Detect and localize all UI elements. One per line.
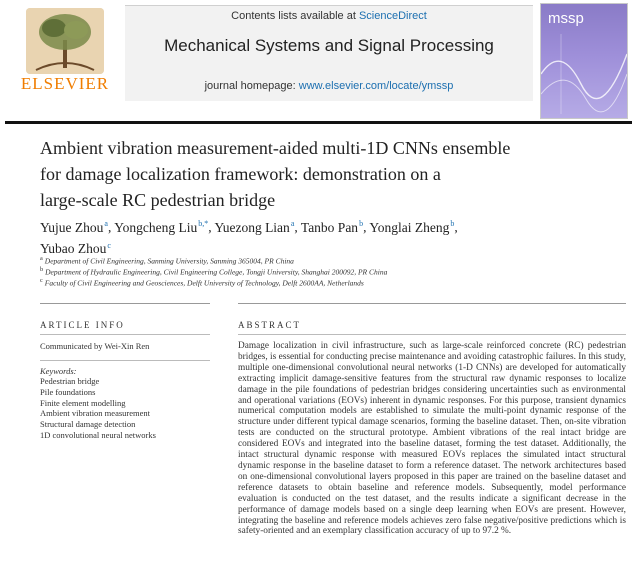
homepage-link[interactable]: www.elsevier.com/locate/ymssp: [298, 80, 454, 92]
author-list: Yujue Zhou$^a$, Yongcheng Liu$^{b,*}$, Yuezong Lian$^a$, Tanbo Pan$^b$, Yonglai Zheng$^b$, Yubao Zhou$^c$: [40, 219, 458, 256]
abstract-heading: ABSTRACT: [238, 320, 302, 330]
author[interactable]: Yubao Zhou$^c$: [40, 240, 111, 256]
keyword-list: [40, 376, 156, 441]
communicated-by: Communicated by Wei-Xin Ren: [40, 341, 150, 351]
affiliation: $^b$ Department of Hydraulic Engineering, Civil Engineering College, Tongji University, Shanghai 200092, PR China: [40, 266, 388, 277]
divider: [40, 303, 210, 304]
keywords-label: Keywords:: [40, 366, 77, 376]
header-divider: [5, 121, 632, 124]
author[interactable]: Yongcheng Liu$^{b,*}$: [114, 219, 209, 235]
keyword: Pile foundations: [40, 386, 96, 397]
divider: [40, 334, 210, 335]
author[interactable]: Yonglai Zheng$^b$: [369, 219, 455, 235]
contents-prefix: Contents lists available at: [231, 10, 359, 22]
divider: [238, 334, 626, 335]
affiliation: $^c$ Faculty of Civil Engineering and Geosciences, Delft University of Technology, Delft 2600AA, Netherlands: [40, 277, 364, 288]
journal-title[interactable]: Mechanical Systems and Signal Processing: [164, 36, 494, 55]
article-title: [40, 135, 600, 213]
homepage-line: [125, 80, 533, 92]
abstract-text: Damage localization in civil infrastructure, such as large-scale reinforced concrete (RC) pedestrian bridges, is essential for conducting precise maintenance and avoiding catastrophic failures. In this study, multiple one-dimensional convolutional neural networks (1-D CNNs) are developed for automatically extracting implicit damage-sensitive features from the structural raw dynamic responses to localize damage in the pile foundations of pedestrian bridges considering uncertainties such as environmental and operational variations (EOVs) inherent in dynamic responses. For this purpose, transient dynamics numerical computation models are established to simulate the multi-point dynamic response of the structure under different typical damage scenarios, forming the baseline dataset. Then, on-site vibration tests are conducted on the structural prototype. Ambient vibrations of the real intact bridge are considered EOVs and integrated into the baseline dataset, forming the test dataset. Additionally, the intact structural dynamic response with measured EOVs replaces the simulated intact structural dynamic response in the baseline dataset to form a reference dataset. The network architectures based on one-dimensional convolutional layers proposed in this paper are trained on the baseline dataset and reference datasets to obtain baseline and reference models. Subsequently, model performance evaluation is conducted on the test dataset, and the results indicate a significant decrease in the performance of damage models based on a single deep learning when EOVs are present. However, integrating the baseline and reference models achieves zero false negative/positive predictions which is safety-oriented and an exemplary classification accuracy of up to 97.2 %.: [238, 341, 626, 537]
title-line: large-scale RC pedestrian bridge: [40, 190, 276, 210]
publisher-name: ELSEVIER: [20, 74, 110, 93]
keyword: Finite element modelling: [40, 397, 126, 408]
cover-title: mssp: [548, 10, 584, 27]
author[interactable]: Tanbo Pan$^b$: [300, 219, 364, 235]
keyword: 1D convolutional neural networks: [40, 429, 156, 440]
sciencedirect-link[interactable]: ScienceDirect: [358, 10, 427, 22]
article-info-heading: ARTICLE INFO: [40, 320, 125, 330]
author[interactable]: Yujue Zhou$^a$: [40, 219, 108, 235]
keyword: Ambient vibration measurement: [40, 408, 150, 419]
divider: [238, 303, 626, 304]
divider: [40, 360, 210, 361]
elsevier-tree-icon: [26, 8, 104, 74]
title-line: Ambient vibration measurement-aided multi-1D CNNs ensemble: [40, 138, 511, 158]
author[interactable]: Yuezong Lian$^a$: [214, 219, 295, 235]
keyword: Structural damage detection: [40, 419, 136, 430]
keyword: Pedestrian bridge: [40, 376, 100, 386]
affiliation: $^a$ Department of Civil Engineering, Sanming University, Sanming 365004, PR China: [40, 255, 294, 266]
title-line: for damage localization framework: demonstration on a: [40, 164, 441, 184]
contents-line: [125, 10, 533, 22]
homepage-prefix: journal homepage:: [204, 80, 299, 92]
